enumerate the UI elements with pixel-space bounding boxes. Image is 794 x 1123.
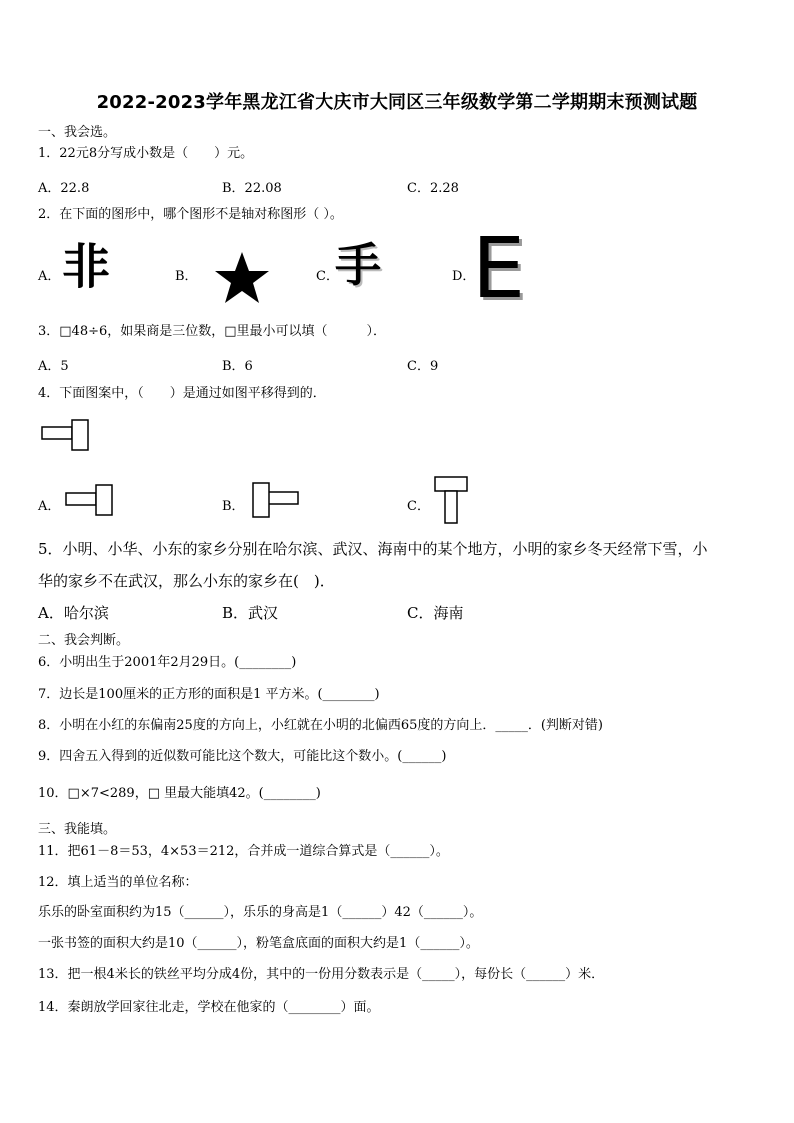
q2-option-c[interactable]: C． (316, 269, 339, 284)
q2-figure-e: E (472, 219, 526, 317)
question-13: 13．把一根4米长的铁丝平均分成4份，其中的一份用分数表示是（_____），每份长（______）米． (38, 967, 605, 982)
question-9: 9．四舍五入得到的近似数可能比这个数大，可能比这个数小。(______) (38, 749, 447, 764)
q2-figure-fei: 非 (62, 239, 111, 295)
q3-option-c[interactable]: C．9 (407, 359, 439, 374)
question-8: 8．小明在小红的东偏南25度的方向上，小红就在小明的北偏西65度的方向上．_____．(判断对错) (38, 718, 603, 733)
question-1: 1．22元8分写成小数是（ ）元。 (38, 146, 254, 161)
question-2: 2．在下面的图形中，哪个图形不是轴对称图形（ ）。 (38, 207, 343, 222)
q2-option-a[interactable]: A． (38, 269, 61, 284)
q4-option-a-shape (64, 482, 116, 522)
q1-option-b[interactable]: B．22.08 (222, 181, 282, 196)
q4-option-c-shape (432, 474, 472, 526)
question-4: 4．下面图案中，（ ）是通过如图平移得到的． (38, 386, 326, 401)
question-12-line-2: 一张书签的面积大约是10（______），粉笔盒底面的面积大约是1（______）。 (38, 936, 479, 951)
question-12-line-1: 乐乐的卧室面积约为15（______），乐乐的身高是1（______）42（______）。 (38, 905, 483, 920)
page-title: 2022-2023学年黑龙江省大庆市大同区三年级数学第二学期期末预测试题 (96, 92, 698, 113)
question-6: 6．小明出生于2001年2月29日。(________) (38, 655, 297, 670)
question-3: 3．□48÷6，如果商是三位数，□里最小可以填（ ）． (38, 324, 387, 339)
q1-option-a[interactable]: A．22.8 (38, 181, 90, 196)
question-14: 14．秦朗放学回家往北走，学校在他家的（________）面。 (38, 1000, 380, 1015)
q2-figure-shou: 手 (335, 238, 381, 292)
q4-option-a[interactable]: A． (38, 499, 61, 514)
question-12: 12．填上适当的单位名称： (38, 875, 198, 890)
q2-option-b[interactable]: B． (175, 269, 198, 284)
q5-option-a[interactable]: A．哈尔滨 (38, 604, 109, 622)
section-heading-choose: 一、我会选。 (38, 125, 117, 140)
q3-option-b[interactable]: B．6 (222, 359, 253, 374)
translation-shape-example (40, 418, 92, 454)
q4-option-c[interactable]: C． (407, 499, 430, 514)
question-7: 7．边长是100厘米的正方形的面积是1 平方米。(________) (38, 687, 380, 702)
q3-option-a[interactable]: A．5 (38, 359, 69, 374)
q2-option-d[interactable]: D． (452, 269, 476, 284)
q4-option-b-shape (250, 480, 302, 522)
q1-option-c[interactable]: C．2.28 (407, 181, 459, 196)
star-icon (212, 250, 272, 306)
question-5-line-1: 5．小明、小华、小东的家乡分别在哈尔滨、武汉、海南中的某个地方，小明的家乡冬天经常下雪，小 (38, 540, 708, 558)
question-5-line-2: 华的家乡不在武汉，那么小东的家乡在( )． (38, 572, 335, 590)
q5-option-b[interactable]: B．武汉 (222, 604, 279, 622)
q5-option-c[interactable]: C．海南 (407, 604, 464, 622)
section-heading-fill: 三、我能填。 (38, 822, 117, 837)
question-10: 10．□×7<289，□ 里最大能填42。(________) (38, 786, 321, 801)
section-heading-judge: 二、我会判断。 (38, 633, 130, 648)
q4-option-b[interactable]: B． (222, 499, 245, 514)
question-11: 11．把61－8＝53，4×53＝212，合并成一道综合算式是（______）。 (38, 844, 449, 859)
